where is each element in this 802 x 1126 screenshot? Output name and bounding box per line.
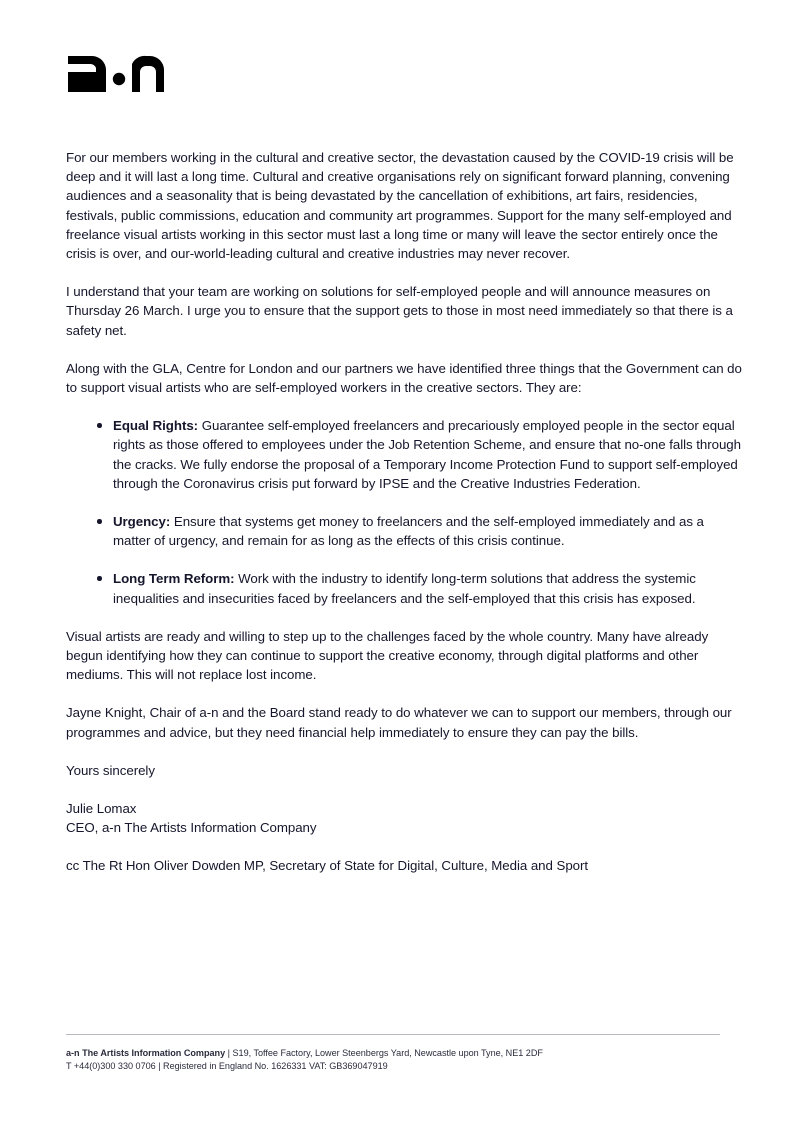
valediction: Yours sincerely — [66, 762, 155, 778]
list-item-lead: Urgency: — [113, 514, 171, 530]
footer-divider — [66, 1034, 720, 1035]
list-item — [66, 512, 742, 550]
list-item — [66, 416, 742, 493]
footer-company-line — [66, 1047, 746, 1060]
letter-body — [66, 148, 742, 876]
list-item-body: Ensure that systems get money to freelancers and the self-employed immediately and as a matter of urgency, and remain for as long as the effects of this crisis continue. — [113, 514, 704, 549]
list-item-body: Guarantee self-employed freelancers and precariously employed people in the sector equal rights as those offered to employees under the Job Retention Scheme, and ensure that no-one falls through the cracks. We fully endorse the proposal of a Temporary Income Protection Fund to support self-employed through the Coronavirus crisis put forward by IPSE and the Creative Industries Federation. — [113, 418, 741, 491]
paragraph-3: Along with the GLA, Centre for London and our partners we have identified three things that the Government can do to support visual artists who are self-employed workers in the creative sectors. They are: — [66, 360, 742, 396]
signer-name: Julie Lomax — [66, 801, 137, 817]
cc-line: cc The Rt Hon Oliver Dowden MP, Secretary of State for Digital, Culture, Media and Sport — [66, 858, 589, 874]
page-footer — [66, 1047, 746, 1073]
list-item — [66, 569, 742, 607]
signer-title: CEO, a-n The Artists Information Company — [66, 820, 317, 836]
signature-block — [66, 799, 742, 837]
an-logo-icon — [66, 46, 186, 102]
footer-address: | S19, Toffee Factory, Lower Steenbergs Yard, Newcastle upon Tyne, NE1 2DF — [225, 1048, 543, 1058]
an-logo — [66, 46, 186, 102]
list-item-lead: Equal Rights: — [113, 418, 199, 434]
paragraph-2: I understand that your team are working on solutions for self-employed people and will announce measures on Thursday 26 March. I urge you to ensure that the support gets to those in most need immediately so that there is a safety net. — [66, 284, 733, 338]
list-item-lead: Long Term Reform: — [113, 571, 235, 587]
paragraph-1: For our members working in the cultural and creative sector, the devastation caused by the COVID-19 crisis will be deep and it will last a long time. Cultural and creative organisations rely on significant forward planning, convening audiences and a seasonality that is being devastated by the cancellation of exhibitions, art fairs, residencies, festivals, public commissions, education and community art programmes. Support for the many self-employed and freelance visual artists working in this sector must last a long time or many will leave the sector entirely once the crisis is over, and our-world-leading cultural and creative industries may never recover. — [66, 150, 734, 262]
footer-contact-line: T +44(0)300 330 0706 | Registered in England No. 1626331 VAT: GB369047919 — [66, 1061, 388, 1072]
bullet-icon — [97, 423, 102, 428]
list-item-body: Work with the industry to identify long-term solutions that address the systemic inequalities and insecurities faced by freelancers and the self-employed that this crisis has exposed. — [113, 571, 696, 606]
footer-company-name: a-n The Artists Information Company — [66, 1048, 226, 1058]
recommendations-list — [66, 416, 742, 608]
bullet-icon — [97, 519, 102, 524]
paragraph-4: Visual artists are ready and willing to step up to the challenges faced by the whole country. Many have already begun identifying how they can continue to support the creative economy, through digital platforms and other mediums. This will not replace lost income. — [66, 628, 709, 683]
bullet-icon — [97, 576, 102, 581]
paragraph-5: Jayne Knight, Chair of a-n and the Board stand ready to do whatever we can to support our members, through our programmes and advice, but they need financial help immediately to ensure they can pay the bills. — [66, 705, 732, 740]
